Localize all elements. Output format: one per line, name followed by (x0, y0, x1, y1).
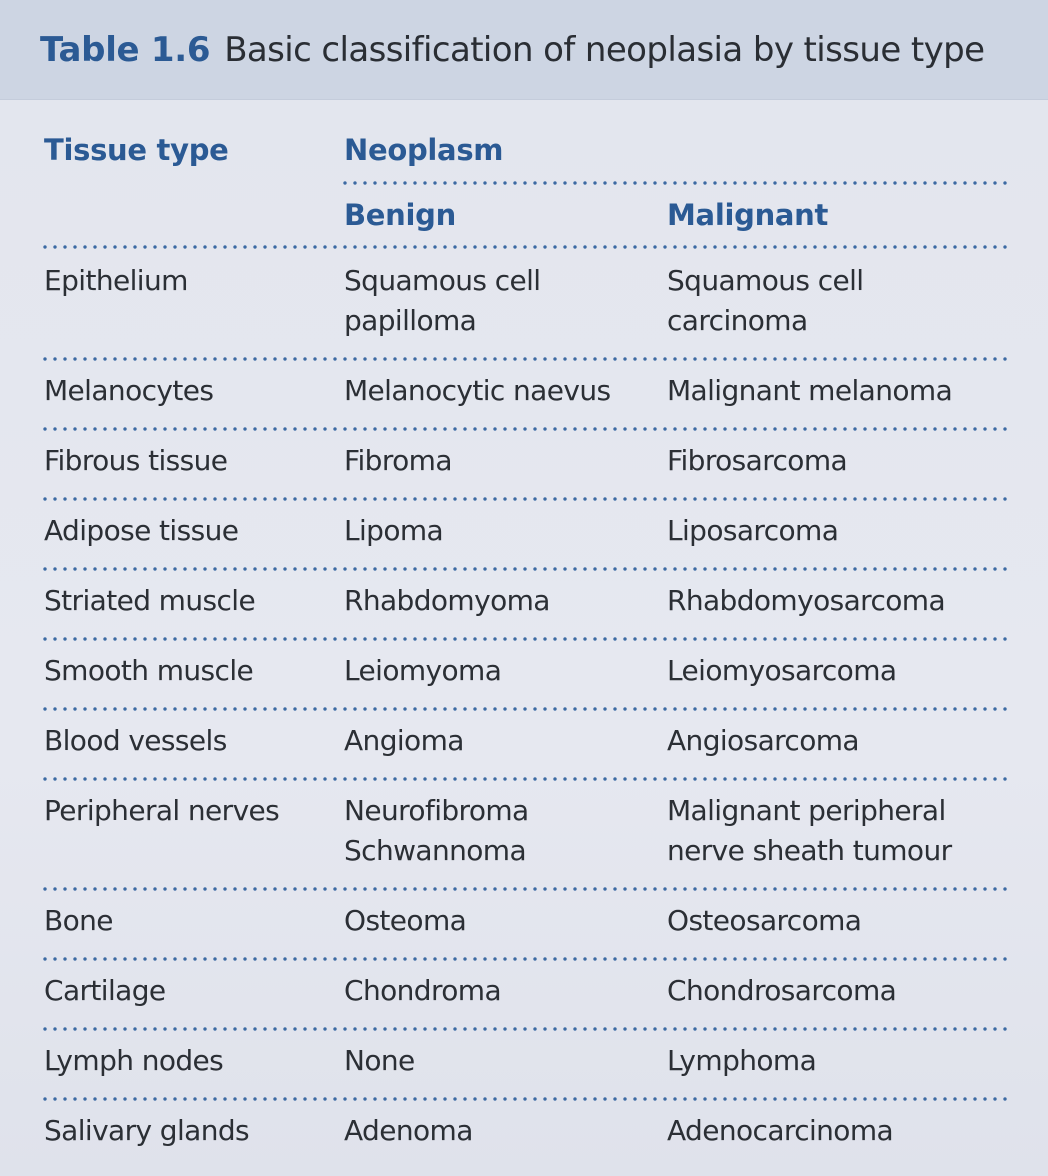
table-row-cartilage-malignant: Chondrosarcoma (667, 974, 897, 1007)
table-row-peripheral-nerves-tissue: Peripheral nerves (44, 794, 280, 827)
table-row-adipose-tissue-benign: Lipoma (344, 514, 444, 547)
table-row-cartilage-benign: Chondroma (344, 974, 502, 1007)
table-row-epithelium-tissue: Epithelium (44, 264, 188, 297)
table-row-blood-vessels-malignant: Angiosarcoma (667, 724, 859, 757)
row-divider (40, 707, 1008, 711)
header-divider-neoplasm (340, 181, 1008, 185)
row-divider (40, 637, 1008, 641)
row-divider (40, 887, 1008, 891)
header-tissue-type: Tissue type (44, 133, 229, 167)
table-row-salivary-glands-malignant: Adenocarcinoma (667, 1114, 894, 1147)
table-row-fibrous-tissue-benign: Fibroma (344, 444, 452, 477)
table-row-peripheral-nerves-malignant-line-1: Malignant peripheral (667, 794, 946, 827)
row-divider (40, 1027, 1008, 1031)
table-row-cartilage-tissue: Cartilage (44, 974, 166, 1007)
row-divider (40, 427, 1008, 431)
table-row-epithelium-benign-line-2: papilloma (344, 304, 477, 337)
table-row-melanocytes-benign: Melanocytic naevus (344, 374, 611, 407)
table-number: Table 1.6 (40, 29, 211, 70)
table-row-bone-tissue: Bone (44, 904, 113, 937)
table-row-lymph-nodes-benign: None (344, 1044, 415, 1077)
header-divider (40, 245, 1008, 249)
table-row-adipose-tissue-malignant: Liposarcoma (667, 514, 839, 547)
table-row-fibrous-tissue-malignant: Fibrosarcoma (667, 444, 848, 477)
row-divider (40, 777, 1008, 781)
table-row-lymph-nodes-tissue: Lymph nodes (44, 1044, 224, 1077)
table-row-smooth-muscle-malignant: Leiomyosarcoma (667, 654, 897, 687)
header-neoplasm: Neoplasm (344, 133, 504, 167)
table-row-striated-muscle-benign: Rhabdomyoma (344, 584, 550, 617)
table-row-smooth-muscle-tissue: Smooth muscle (44, 654, 254, 687)
table-row-salivary-glands-benign: Adenoma (344, 1114, 473, 1147)
table-row-lymph-nodes-malignant: Lymphoma (667, 1044, 817, 1077)
table-row-blood-vessels-benign: Angioma (344, 724, 464, 757)
table-row-melanocytes-tissue: Melanocytes (44, 374, 214, 407)
row-divider (40, 357, 1008, 361)
table-row-striated-muscle-malignant: Rhabdomyosarcoma (667, 584, 946, 617)
table-row-bone-malignant: Osteosarcoma (667, 904, 862, 937)
table-row-adipose-tissue-tissue: Adipose tissue (44, 514, 239, 547)
table-title-bar (0, 0, 1048, 100)
row-divider (40, 497, 1008, 501)
row-divider (40, 1097, 1008, 1101)
table-row-epithelium-malignant-line-2: carcinoma (667, 304, 808, 337)
table-row-peripheral-nerves-benign-line-2: Schwannoma (344, 834, 527, 867)
table-row-blood-vessels-tissue: Blood vessels (44, 724, 227, 757)
row-divider (40, 957, 1008, 961)
table-row-peripheral-nerves-benign-line-1: Neurofibroma (344, 794, 529, 827)
table-row-fibrous-tissue-tissue: Fibrous tissue (44, 444, 228, 477)
table-row-epithelium-malignant-line-1: Squamous cell (667, 264, 864, 297)
table-row-epithelium-benign-line-1: Squamous cell (344, 264, 541, 297)
table-row-smooth-muscle-benign: Leiomyoma (344, 654, 502, 687)
table-row-striated-muscle-tissue: Striated muscle (44, 584, 256, 617)
table-row-bone-benign: Osteoma (344, 904, 467, 937)
header-malignant: Malignant (667, 198, 829, 232)
table-row-melanocytes-malignant: Malignant melanoma (667, 374, 953, 407)
row-divider (40, 567, 1008, 571)
table-title: Basic classification of neoplasia by tissue type (224, 29, 985, 70)
table-row-salivary-glands-tissue: Salivary glands (44, 1114, 250, 1147)
classification-table (0, 100, 1048, 1176)
table-row-peripheral-nerves-malignant-line-2: nerve sheath tumour (667, 834, 952, 867)
header-benign: Benign (344, 198, 456, 232)
